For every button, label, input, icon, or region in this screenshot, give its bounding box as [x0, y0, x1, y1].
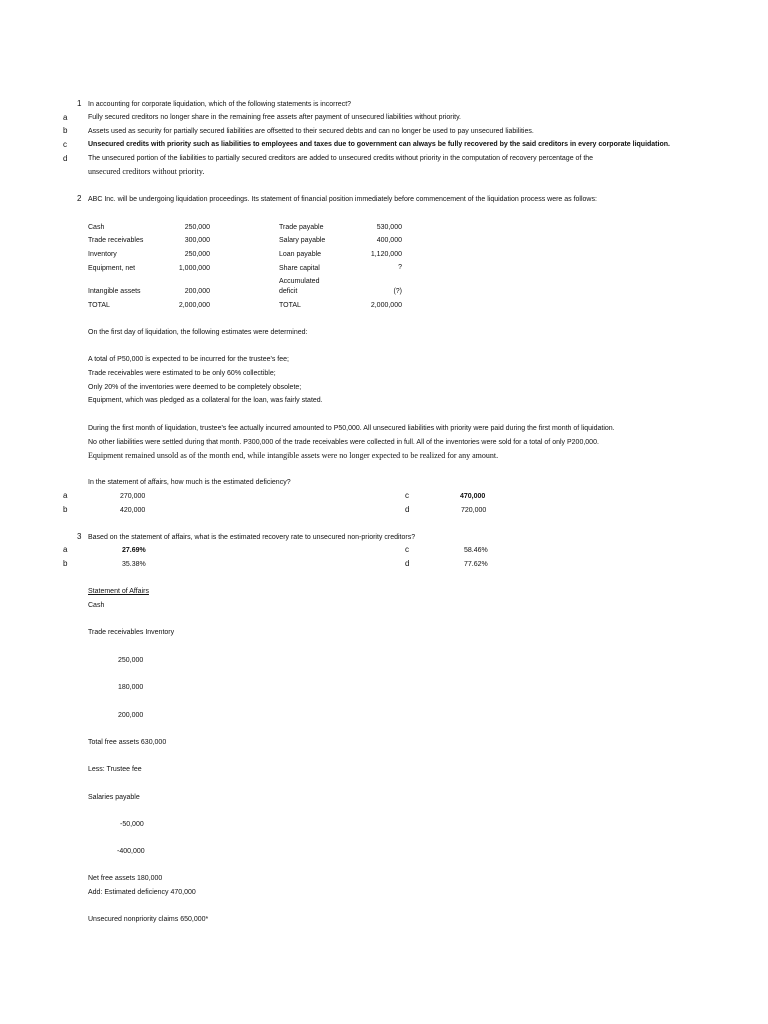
- estimate-item: Trade receivables were estimated to be only 60% collectible;: [88, 370, 276, 377]
- liab-total-value: 2,000,000: [370, 302, 402, 309]
- estimates-intro: On the first day of liquidation, the following estimates were determined:: [88, 329, 308, 336]
- soa-value: 180,000: [118, 684, 144, 691]
- estimate-item: A total of P50,000 is expected to be incurred for the trustee's fee;: [88, 356, 289, 363]
- during-line-3: Equipment remained unsold as of the month end, while intangible assets were no longer expected to be realized for any amount.: [88, 451, 499, 460]
- equity-share-capital-label: Share capital: [279, 265, 320, 272]
- q1-option-c-text: Unsecured credits with priority such as liabilities to employees and taxes due to government can always be fully recovered by the said creditors in every corporate liquidation.: [88, 141, 670, 148]
- q3-question: Based on the statement of affairs, what is the estimated recovery rate to unsecured non-priority creditors?: [88, 534, 416, 541]
- q3-answer-c-letter: c: [405, 545, 409, 554]
- q2-answer-d-value: 720,000: [461, 507, 487, 514]
- estimate-item: Only 20% of the inventories were deemed to be completely obsolete;: [88, 384, 302, 391]
- during-line-2: No other liabilities were settled during that month. P300,000 of the trade receivables were collected in full. All of the inventories were sold for a total of only P200,000.: [88, 439, 599, 446]
- liab-trade-payable-label: Trade payable: [279, 224, 324, 231]
- q1-option-d-letter: d: [63, 154, 68, 163]
- asset-inventory-value: 250,000: [184, 251, 210, 258]
- soa-less-trustee: Less: Trustee fee: [88, 766, 142, 773]
- q1-question: In accounting for corporate liquidation, which of the following statements is incorrect?: [88, 101, 352, 108]
- soa-tr-inv: Trade receivables Inventory: [88, 629, 175, 636]
- soa-title: Statement of Affairs: [88, 588, 149, 595]
- liab-salary-payable-value: 400,000: [376, 237, 402, 244]
- q3-answer-c-value: 58.46%: [464, 547, 488, 554]
- asset-receivables-value: 300,000: [184, 237, 210, 244]
- soa-add-deficiency: Add: Estimated deficiency 470,000: [88, 889, 196, 896]
- q1-option-b-text: Assets used as security for partially secured liabilities are offsetted to their secured debts and can no longer be used to pay unsecured liabilities.: [88, 128, 534, 135]
- estimate-item: Equipment, which was pledged as a collateral for the loan, was fairly stated.: [88, 397, 323, 404]
- q2-answer-b-value: 420,000: [120, 507, 146, 514]
- q3-answer-a-value: 27.69%: [122, 547, 146, 554]
- asset-intangible-label: Intangible assets: [88, 288, 141, 295]
- asset-total-value: 2,000,000: [178, 302, 210, 309]
- q2-answer-c-value: 470,000: [460, 493, 486, 500]
- liab-loan-payable-value: 1,120,000: [370, 251, 402, 258]
- asset-receivables-label: Trade receivables: [88, 237, 144, 244]
- asset-total-label: TOTAL: [88, 302, 110, 309]
- q2-number: 2: [77, 194, 82, 203]
- q1-option-b-letter: b: [63, 126, 68, 135]
- q1-option-d-text: The unsecured portion of the liabilities to partially secured creditors are added to unsecured credits without priority in the computation of recovery percentage of the: [88, 155, 594, 162]
- asset-intangible-value: 200,000: [184, 288, 210, 295]
- liab-salary-payable-label: Salary payable: [279, 237, 326, 244]
- q2-answer-d-letter: d: [405, 505, 410, 514]
- liab-loan-payable-label: Loan payable: [279, 251, 322, 258]
- asset-cash-label: Cash: [88, 224, 105, 231]
- asset-equipment-value: 1,000,000: [178, 265, 210, 272]
- q3-answer-a-letter: a: [63, 545, 68, 554]
- q3-number: 3: [77, 532, 82, 541]
- q2-answer-b-letter: b: [63, 505, 68, 514]
- q3-answer-b-letter: b: [63, 559, 68, 568]
- q2-answer-c-letter: c: [405, 491, 409, 500]
- q3-answer-d-letter: d: [405, 559, 410, 568]
- asset-equipment-label: Equipment, net: [88, 265, 136, 272]
- equity-deficit-label-2: deficit: [279, 288, 298, 295]
- soa-total-free: Total free assets 630,000: [88, 739, 167, 746]
- during-line-1: During the first month of liquidation, trustee's fee actually incurred amounted to P50,000. All unsecured liabilities with priority were paid during the first month of liquidation.: [88, 425, 615, 432]
- equity-deficit-value: (?): [393, 288, 402, 295]
- q3-answer-d-value: 77.62%: [464, 561, 488, 568]
- q1-option-c-letter: c: [63, 140, 67, 149]
- liab-trade-payable-value: 530,000: [376, 224, 402, 231]
- equity-share-capital-value: ?: [398, 264, 402, 271]
- soa-value: 200,000: [118, 712, 144, 719]
- liab-total-label: TOTAL: [279, 302, 301, 309]
- soa-value: -400,000: [117, 848, 145, 855]
- soa-net-free: Net free assets 180,000: [88, 875, 163, 882]
- soa-value: -50,000: [120, 821, 144, 828]
- q2-answer-a-value: 270,000: [120, 493, 146, 500]
- soa-unsecured: Unsecured nonpriority claims 650,000*: [88, 916, 209, 923]
- q1-number: 1: [77, 99, 82, 108]
- q2-answer-a-letter: a: [63, 491, 68, 500]
- asset-cash-value: 250,000: [184, 224, 210, 231]
- soa-value: 250,000: [118, 657, 144, 664]
- q1-option-a-letter: a: [63, 113, 68, 122]
- equity-deficit-label: Accumulated: [279, 278, 320, 285]
- q1-option-a-text: Fully secured creditors no longer share in the remaining free assets after payment of unsecured liabilities without priority.: [88, 114, 461, 121]
- q1-option-d-continuation: unsecured creditors without priority.: [88, 167, 205, 176]
- soa-cash: Cash: [88, 602, 105, 609]
- q2-sub-question: In the statement of affairs, how much is the estimated deficiency?: [88, 479, 291, 486]
- q2-intro: ABC Inc. will be undergoing liquidation proceedings. Its statement of financial position immediately before commencement of the liquidation process were as follows:: [88, 196, 597, 203]
- asset-inventory-label: Inventory: [88, 251, 117, 258]
- q3-answer-b-value: 35.38%: [122, 561, 146, 568]
- soa-salaries: Salaries payable: [88, 794, 140, 801]
